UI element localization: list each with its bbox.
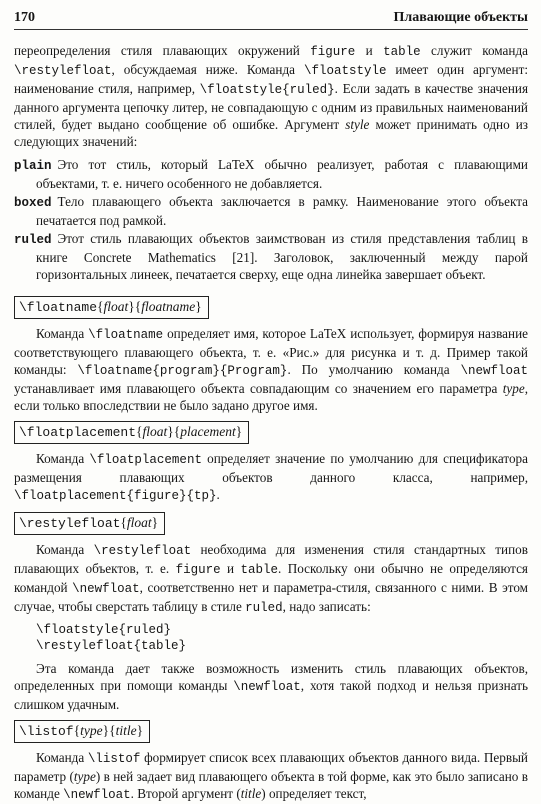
inline-code: \floatplacement{figure}{tp}: [14, 489, 217, 503]
section-paragraph: Команда \floatplacement определяет значение по умолчанию для спецификатора размещения плавающих объектов данного класса, например, \floatplacement{figure}{tp}.: [14, 451, 528, 503]
style-item-ruled: [14, 230, 528, 283]
command-arg: floatname: [141, 299, 196, 314]
section-paragraph: Команда \floatname определяет имя, которое LaTeX использует, формируя название соответствующего плавающего объекта, т. е. «Рис.» для рисунка и т. д. Пример такой команды: \floatname{program}{Program}. По умолчанию команда \newfloat устанавливает имя плавающего объекта совпадающим со значением его параметра type, если только впоследствии не было задано другое имя.: [14, 326, 528, 413]
style-list: [14, 156, 528, 283]
inline-code: table: [240, 563, 278, 577]
inline-code: \newfloat: [460, 364, 528, 378]
section-paragraph: Команда \restylefloat необходима для изменения стиля стандартных типов плавающих объектов, т. е. figure и table. Поскольку они обычно не определяются командой \newfloat, соответственно нет и параметра-стиля, связанного с ними. В этом случае, чтобы сверстать таблицу в стиле ruled, надо записать:: [14, 542, 529, 615]
intro-paragraph: переопределения стиля плавающих окружений figure и table служит команда \restylefloat, обсуждаемая ниже. Команда \floatstyle имеет один аргумент: наименование стиля, например, \floatstyle{ruled}. Если задать в качестве значения данного аргумента цепочку литер, не совпадающую с одним из правильных наименований стилей, будет выдано сообщение об ошибке. Аргумент style может принимать одно из следующих значений:: [14, 43, 529, 149]
inline-code: \newfloat: [72, 582, 140, 596]
style-desc: Этот стиль плавающих объектов заимствован из стиля представления таблиц в книге Concrete Mathematics [21]. Заголовок, заключенный между парой горизонтальных линеек, печатается сверху, еще одна линейка завершает объект.: [36, 231, 528, 282]
style-term: ruled: [14, 233, 52, 247]
command-signature-box: \floatplacement{float}{placement}: [14, 421, 249, 444]
command-signature-box: \listof{type}{title}: [14, 720, 150, 743]
inline-italic: type: [73, 769, 96, 784]
style-desc: Тело плавающего объекта заключается в рамку. Наименование этого объекта печатается под рамкой.: [36, 194, 528, 228]
page: [14, 10, 528, 804]
command-name: \floatname: [19, 300, 98, 315]
inline-code: \restylefloat: [14, 64, 112, 78]
command-name: \restylefloat: [19, 516, 121, 531]
inline-code: figure: [310, 45, 356, 59]
command-arg: title: [115, 723, 137, 738]
inline-code: \floatplacement: [89, 453, 202, 467]
command-sections: [14, 289, 528, 804]
running-title: Плавающие объекты: [393, 10, 528, 25]
inline-code: ruled: [245, 601, 283, 615]
inline-italic: type: [502, 381, 525, 396]
command-name: \floatplacement: [19, 425, 137, 440]
inline-italic: title: [240, 786, 262, 801]
command-arg: placement: [180, 424, 236, 439]
section-paragraph: Команда \listof формирует список всех плавающих объектов данного вида. Первый параметр (type) в ней задает вид плавающего объекта в той форме, как это было записано в команде \newfloat. Второй аргумент (title) определяет текст,: [14, 750, 528, 802]
code-block: [36, 622, 528, 654]
running-header: [14, 10, 528, 30]
style-term: plain: [14, 159, 52, 173]
code-line: \restylefloat{table}: [36, 639, 187, 653]
inline-code: \restylefloat: [93, 544, 192, 558]
style-desc: Это тот стиль, который LaTeX обычно реализует, работая с плавающими объектами, т. е. ничего особенного не добавляется.: [36, 157, 528, 191]
page-number: 170: [14, 10, 35, 25]
command-arg: float: [142, 424, 168, 439]
inline-italic: style: [345, 117, 370, 132]
style-item-boxed: [14, 193, 528, 229]
command-name: \listof: [19, 724, 74, 739]
inline-code: \newfloat: [63, 788, 131, 802]
inline-code: figure: [175, 563, 221, 577]
command-signature-box: \restylefloat{float}: [14, 512, 165, 535]
command-arg: type: [80, 723, 103, 738]
inline-code: \floatname{program}{Program}: [77, 364, 288, 378]
code-line: \floatstyle{ruled}: [36, 623, 172, 637]
style-item-plain: [14, 156, 528, 192]
style-term: boxed: [14, 196, 52, 210]
inline-code: \floatstyle{ruled}: [199, 83, 335, 97]
inline-code: table: [383, 45, 421, 59]
inline-code: \floatname: [88, 328, 164, 342]
inline-code: \listof: [87, 752, 141, 766]
section-paragraph: Эта команда дает также возможность изменить стиль плавающих объектов, определенных при помощи команды \newfloat, хотя такой подход и нельзя признать слишком удачным.: [14, 661, 528, 712]
command-signature-box: \floatname{float}{floatname}: [14, 296, 209, 319]
inline-code: \floatstyle: [303, 64, 387, 78]
command-arg: float: [103, 299, 129, 314]
command-arg: float: [126, 515, 152, 530]
inline-code: \newfloat: [233, 680, 301, 694]
